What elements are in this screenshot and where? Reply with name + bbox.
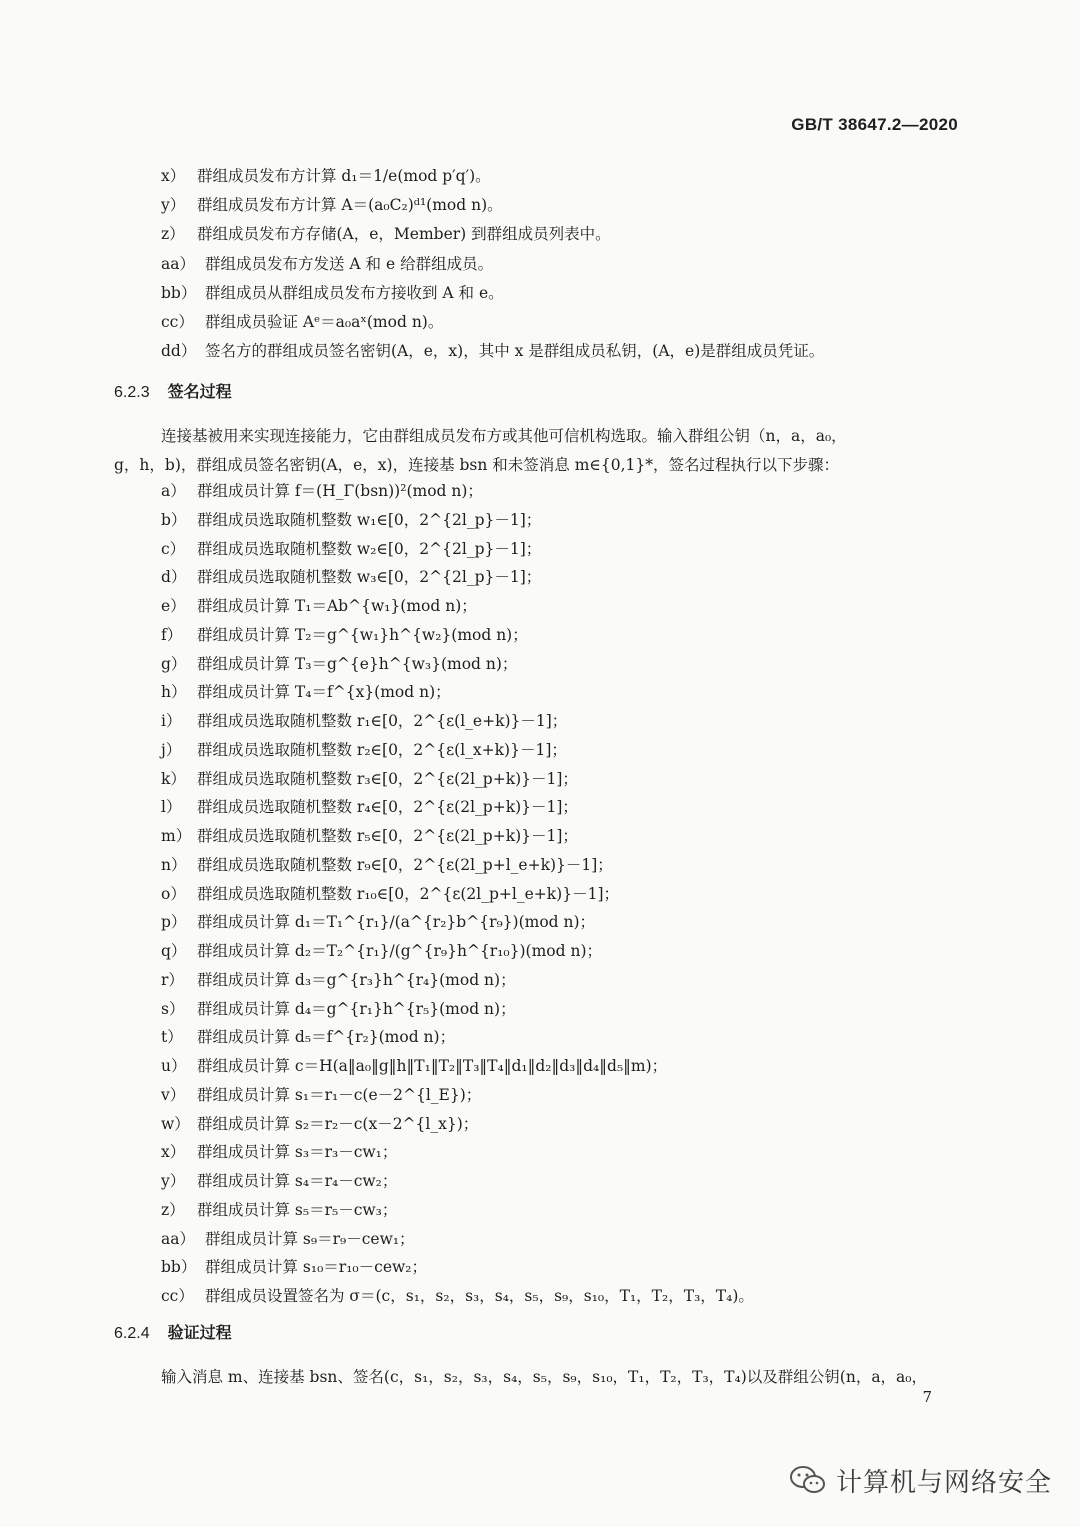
section-title: 签名过程	[167, 384, 232, 401]
step-text: 群组成员选取随机整数 r₄∈[0，2^{ε(2l_p+k)}－1]；	[197, 798, 578, 817]
wechat-icon	[790, 1465, 826, 1495]
step-label: o）	[161, 884, 186, 903]
step-label: e）	[161, 597, 186, 615]
step-label: k）	[161, 769, 186, 788]
step-label: z）	[161, 225, 185, 244]
step-text: 群组成员计算 T₁＝Ab^{w₁}(mod n)；	[197, 597, 477, 615]
step-text: 群组成员计算 d₃＝g^{r₃}h^{r₄}(mod n)；	[197, 970, 516, 989]
step-label: z）	[161, 1200, 185, 1219]
step-label: t）	[161, 1028, 183, 1047]
watermark-text: 计算机与网络安全	[836, 1467, 1053, 1498]
step-text: 群组成员计算 s₂＝r₂－c(x－2^{l_x})；	[197, 1114, 479, 1133]
step-label: n）	[161, 855, 187, 874]
step-text: 群组成员计算 d₅＝f^{r₂}(mod n)；	[197, 1028, 456, 1047]
section-6-2-4-heading	[114, 1320, 232, 1343]
step-text: 群组成员设置签名为 σ＝(c，s₁，s₂，s₃，s₄，s₅，s₉，s₁₀，T₁，T₂，T₃，T₄)。	[205, 1287, 754, 1305]
step-label: c）	[161, 539, 186, 558]
section-title: 验证过程	[167, 1325, 232, 1342]
step-label: g）	[161, 654, 187, 673]
step-text: 群组成员计算 T₂＝g^{w₁}h^{w₂}(mod n)；	[197, 625, 528, 644]
step-label: x）	[161, 167, 186, 185]
step-text: 群组成员计算 d₄＝g^{r₁}h^{r₅}(mod n)；	[197, 999, 516, 1018]
step-label: i）	[161, 712, 182, 730]
step-label: dd）	[161, 342, 197, 361]
step-label: aa）	[161, 1229, 195, 1248]
step-text: 签名方的群组成员签名密钥(A，e，x)，其中 x 是群组成员私钥，(A，e)是群组成员凭证。	[205, 342, 825, 361]
step-text: 群组成员计算 s₁＝r₁－c(e－2^{l_E})；	[197, 1085, 482, 1104]
step-label: m）	[161, 827, 192, 845]
step-label: w）	[161, 1114, 190, 1133]
step-text: 群组成员计算 s₅＝r₅－cw₃；	[197, 1200, 398, 1219]
step-text: 群组成员计算 s₁₀＝r₁₀－cew₂；	[205, 1258, 427, 1277]
step-label: bb）	[161, 1258, 197, 1277]
step-text: 群组成员选取随机整数 r₂∈[0，2^{ε(l_x+k)}－1]；	[197, 740, 567, 759]
step-label: x）	[161, 1143, 186, 1162]
step-label: u）	[161, 1057, 187, 1075]
step-label: l）	[161, 798, 182, 817]
step-label: p）	[161, 913, 187, 932]
watermark	[790, 1455, 1060, 1505]
step-label: aa）	[161, 254, 195, 273]
step-label: q）	[161, 942, 187, 960]
step-text: 群组成员发布方发送 A 和 e 给群组成员。	[205, 254, 494, 273]
step-text: 群组成员选取随机整数 w₁∈[0，2^{2l_p}－1]；	[197, 510, 542, 529]
step-text: 群组成员计算 s₉＝r₉－cew₁；	[205, 1229, 415, 1248]
step-text: 群组成员选取随机整数 r₉∈[0，2^{ε(2l_p+l_e+k)}－1]；	[197, 855, 613, 874]
step-label: cc）	[161, 1287, 194, 1305]
section-6-2-3-heading	[114, 379, 232, 402]
page-number: 7	[922, 1388, 932, 1406]
intro-line-2: g，h，b)，群组成员签名密钥(A，e，x)，连接基 bsn 和未签消息 m∈{0,1}*，签名过程执行以下步骤：	[114, 456, 840, 474]
step-label: d）	[161, 568, 187, 587]
step-text: 群组成员从群组成员发布方接收到 A 和 e。	[205, 283, 504, 302]
step-label: a）	[161, 482, 186, 500]
verify-intro-line-1: 输入消息 m、连接基 bsn、签名(c，s₁，s₂，s₃，s₄，s₅，s₉，s₁₀，T₁，T₂，T₃，T₄)以及群组公钥(n，a，a₀，	[161, 1368, 928, 1386]
step-label: y）	[161, 196, 186, 215]
step-label: j）	[161, 740, 182, 759]
standard-number: GB/T 38647.2—2020	[791, 115, 958, 134]
step-text: 群组成员选取随机整数 r₁∈[0，2^{ε(l_e+k)}－1]；	[197, 712, 568, 730]
step-text: 群组成员发布方计算 d₁＝1/e(mod p′q′)。	[197, 167, 491, 185]
step-text: 群组成员验证 Aᵉ＝a₀aˣ(mod n)。	[205, 313, 444, 331]
step-text: 群组成员计算 s₄＝r₄－cw₂；	[197, 1172, 398, 1190]
step-text: 群组成员选取随机整数 w₂∈[0，2^{2l_p}－1]；	[197, 539, 542, 558]
step-text: 群组成员计算 d₂＝T₂^{r₁}/(g^{r₉}h^{r₁₀})(mod n)；	[197, 942, 603, 960]
step-text: 群组成员选取随机整数 w₃∈[0，2^{2l_p}－1]；	[197, 568, 542, 587]
section-number: 6.2.4	[114, 1325, 150, 1342]
step-text: 群组成员选取随机整数 r₃∈[0，2^{ε(2l_p+k)}－1]；	[197, 769, 578, 788]
step-label: cc）	[161, 313, 194, 331]
step-text: 群组成员选取随机整数 r₁₀∈[0，2^{ε(2l_p+l_e+k)}－1]；	[197, 884, 619, 903]
step-text: 群组成员计算 c＝H(a‖a₀‖g‖h‖T₁‖T₂‖T₃‖T₄‖d₁‖d₂‖d₃‖d₄‖d₅‖m)；	[197, 1057, 668, 1075]
step-label: h）	[161, 683, 187, 702]
step-text: 群组成员选取随机整数 r₅∈[0，2^{ε(2l_p+k)}－1]；	[197, 827, 578, 845]
step-label: y）	[161, 1172, 186, 1190]
step-label: b）	[161, 510, 187, 529]
step-label: v）	[161, 1085, 186, 1104]
step-text: 群组成员计算 T₄＝f^{x}(mod n)；	[197, 683, 451, 702]
step-text: 群组成员计算 T₃＝g^{e}h^{w₃}(mod n)；	[197, 654, 518, 673]
step-label: f）	[161, 625, 183, 644]
step-text: 群组成员计算 d₁＝T₁^{r₁}/(a^{r₂}b^{r₉})(mod n)；	[197, 913, 596, 932]
step-text: 群组成员计算 s₃＝r₃－cw₁；	[197, 1143, 398, 1162]
step-label: r）	[161, 970, 184, 989]
step-label: bb）	[161, 283, 197, 302]
step-label: s）	[161, 999, 185, 1018]
section-number: 6.2.3	[114, 384, 150, 401]
step-text: 群组成员计算 f＝(H_Γ(bsn))²(mod n)；	[197, 482, 483, 500]
step-text: 群组成员发布方计算 A＝(a₀C₂)ᵈ¹(mod n)。	[197, 196, 503, 215]
step-text: 群组成员发布方存储(A，e，Member) 到群组成员列表中。	[197, 225, 611, 244]
intro-line-1: 连接基被用来实现连接能力，它由群组成员发布方或其他可信机构选取。输入群组公钥（n，a，a₀，	[161, 427, 847, 445]
